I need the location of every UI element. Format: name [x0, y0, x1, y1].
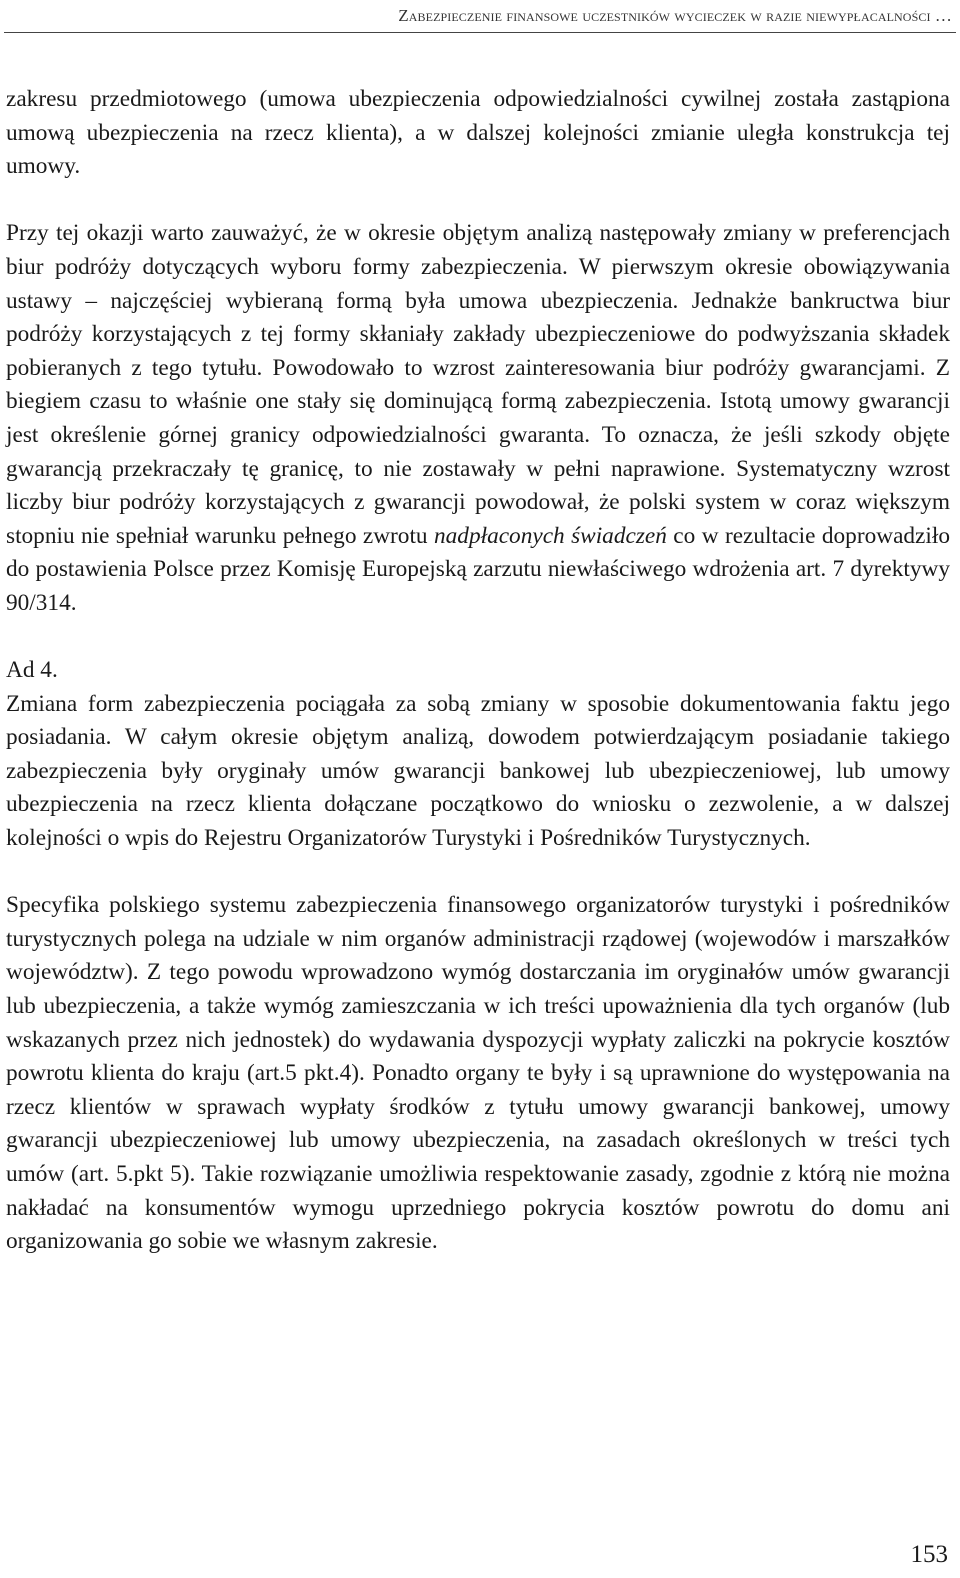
paragraph-1: zakresu przedmiotowego (umowa ubezpieczenia odpowiedzialności cywilnej została zastąpiona umową ubezpieczenia na rzecz klienta), a w dalszej kolejności zmianie uległa konstrukcja tej umowy. — [6, 86, 950, 180]
paragraph-2-text: Przy tej okazji warto zauważyć, że w okresie objętym analizą następowały zmiany w preferencjach biur podróży dotyczących wyboru formy zabezpieczenia. W pierwszym okresie obowiązywania ustawy – najczęściej wybieraną formą była umowa ubezpieczenia. Jednakże bankructwa biur podróży korzystających z tej formy skłaniały zakłady ubezpieczeniowe do podwyższania składek pobieranych z tego tytułu. Powodowało to wzrost zainteresowania biur podróży gwarancjami. Z biegiem czasu to właśnie one stały się dominującą formą zabezpieczenia. Istotą umowy gwarancji jest określenie górnej granicy odpowiedzialności gwaranta. To oznacza, że jeśli szkody objęte gwarancją przekraczały tę granicę, to nie zostawały w pełni naprawione. Systematyczny wzrost liczby biur podróży korzystających z gwarancji powodował, że polski system w coraz większym stopniu nie spełniał warunku pełnego zwrotu — [6, 220, 950, 549]
paragraph-4: Specyfika polskiego systemu zabezpieczenia finansowego organizatorów turystyki i pośredników turystycznych polega na udziale w nim organów administracji rządowej (wojewodów i marszałków województw). Z tego powodu wprowadzono wymóg dostarczania im oryginałów umów gwarancji lub ubezpieczenia, a także wymóg zamieszczania w ich treści upoważnienia dla tych organów (lub wskazanych przez nich jednostek) do wydawania dyspozycji wypłaty zaliczki na pokrycie kosztów powrotu klienta do kraju (art.5 pkt.4). Ponadto organy te były i są uprawnione do występowania na rzecz klientów w sprawach wypłaty środków z tytułu umowy gwarancji bankowej, umowy gwarancji ubezpieczeniowej lub umowy ubezpieczenia, na zasadach określonych w treści tych umów (art. 5.pkt 5). Takie rozwiązanie umożliwia respektowanie zasady, zgodnie z którą nie można nakładać na konsumentów wymogu uprzedniego pokrycia kosztów powrotu do domu ani organizowania go sobie we własnym zakresie. — [6, 892, 950, 1255]
section-heading-ad4: Ad 4. — [6, 657, 58, 684]
page-body — [6, 83, 950, 1259]
paragraph-spacer — [6, 621, 950, 655]
paragraph-2-italic-term: nadpłaconych świadczeń — [434, 522, 667, 549]
paragraph-2 — [6, 217, 950, 620]
page-number: 153 — [910, 1541, 948, 1568]
header-rule — [4, 32, 956, 33]
paragraph-3: Zmiana form zabezpieczenia pociągała za sobą zmiany w sposobie dokumentowania faktu jego posiadania. W całym okresie objętym analizą, dowodem potwierdzającym posiadanie takiego zabezpieczenia były oryginały umów gwarancji bankowej lub ubezpieczeniowej, lub umowy ubezpieczenia na rzecz klienta dołączane początkowo do wniosku o zezwolenie, a w dalszej kolejności o wpis do Rejestru Organizatorów Turystyki i Pośredników Turystycznych. — [6, 690, 950, 852]
paragraph-2-end: co w rezultacie doprowadziło do postawienia Polsce przez Komisję Europejską zarzutu niewłaściwego wdrożenia art. 7 dyrektywy 90/314. — [6, 522, 950, 616]
paragraph-spacer — [6, 856, 950, 890]
paragraph-spacer — [6, 184, 950, 218]
running-header-title: Zabezpieczenie finansowe uczestników wycieczek w razie niewypłacalności … — [398, 6, 952, 25]
running-header — [0, 0, 960, 40]
